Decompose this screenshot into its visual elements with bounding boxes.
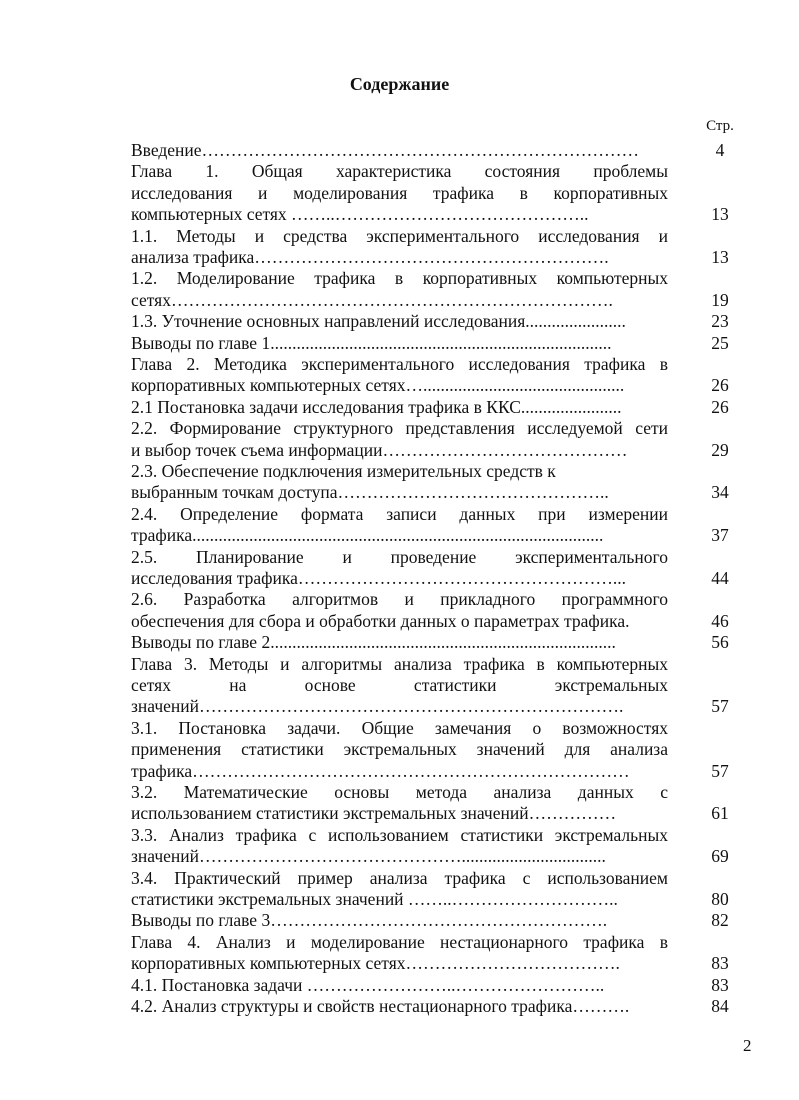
toc-entry-text: 1.2. Моделирование трафика в корпоративных компьютерных bbox=[131, 268, 668, 289]
toc-entry-text: выбранным точкам доступа……………………………………….. bbox=[131, 482, 609, 503]
toc-entry-text: применения статистики экстремальных значений для анализа bbox=[131, 739, 668, 760]
toc-entry-page: 37 bbox=[711, 525, 729, 546]
toc-entry-text: сетях…………………………………………………………………. bbox=[131, 289, 613, 310]
toc-entry-text: 3.1. Постановка задачи. Общие замечания о возможностях bbox=[131, 717, 668, 738]
toc-entry-text: использованием статистики экстремальных значений…………… bbox=[131, 803, 617, 824]
toc-entry-text: 2.1 Постановка задачи исследования трафика в ККС....................... bbox=[131, 396, 622, 417]
toc-entry-page: 44 bbox=[711, 568, 729, 588]
toc-entry-text: трафика………………………………………………………………… bbox=[131, 760, 630, 781]
toc-entry-text: 2.4. Определение формата записи данных при измерении bbox=[131, 503, 668, 524]
toc-entry-text: статистики экстремальных значений ……..……………………….. bbox=[131, 889, 618, 909]
toc-entry-text: 1.3. Уточнение основных направлений исследования....................... bbox=[131, 311, 626, 332]
toc-entry-page: 26 bbox=[711, 375, 729, 396]
toc-entry-page: 23 bbox=[711, 311, 729, 332]
toc-entry-page: 57 bbox=[711, 696, 729, 717]
toc-entry-text: исследования и моделирования трафика в корпоративных bbox=[131, 182, 668, 203]
toc-entry-page: 13 bbox=[711, 247, 729, 267]
toc-entry-text: Выводы по главе 3…………………………………………………. bbox=[131, 910, 608, 931]
toc-entry-text: Глава 2. Методика экспериментального исследования трафика в bbox=[131, 354, 668, 374]
toc-entry-text: корпоративных компьютерных сетях………………………………. bbox=[131, 953, 620, 974]
toc-entry-page: 46 bbox=[711, 610, 729, 631]
page-number: 2 bbox=[743, 1036, 752, 1055]
toc-entry-text: 1.1. Методы и средства экспериментального исследования и bbox=[131, 225, 668, 246]
toc-entry-text: 3.3. Анализ трафика с использованием статистики экстремальных bbox=[131, 824, 668, 845]
toc-entry-text: исследования трафика………………………………………………... bbox=[131, 568, 626, 588]
toc-entry-page: 80 bbox=[711, 889, 729, 909]
toc-entry-page: 4 bbox=[715, 140, 725, 160]
toc-entry-page: 34 bbox=[711, 482, 729, 503]
toc-entry-page: 19 bbox=[711, 289, 729, 310]
page-title: Содержание bbox=[349, 74, 450, 94]
toc-entry-page: 83 bbox=[711, 953, 729, 974]
toc-entry-text: 3.2. Математические основы метода анализа данных с bbox=[131, 782, 668, 802]
toc-entry-page: 83 bbox=[711, 974, 729, 995]
toc-entry-text: 2.3. Обеспечение подключения измерительных средств к bbox=[131, 461, 556, 481]
toc-entry-page: 84 bbox=[711, 996, 729, 1016]
toc-entry-text: значений………………………………………………………………. bbox=[131, 696, 624, 717]
toc-entry-text: и выбор точек съема информации…………………………………… bbox=[131, 439, 628, 460]
toc-entry-text: Глава 3. Методы и алгоритмы анализа трафика в компьютерных bbox=[131, 653, 668, 674]
toc-entry-text: 4.1. Постановка задачи ……………………..…………………….. bbox=[131, 974, 605, 995]
toc-entry-text: 2.5. Планирование и проведение экспериментального bbox=[131, 546, 668, 567]
toc-entry-text: компьютерных сетях ……..…………………………………….. bbox=[131, 204, 589, 225]
toc-entry-text: корпоративных компьютерных сетях….............................................. bbox=[131, 375, 625, 396]
toc-entry-text: 3.4. Практический пример анализа трафика с использованием bbox=[131, 867, 668, 888]
toc-entry-text: Выводы по главе 1.............................................................................. bbox=[131, 332, 612, 353]
toc-entry-text: 2.6. Разработка алгоритмов и прикладного программного bbox=[131, 589, 668, 610]
toc-entry-page: 56 bbox=[711, 632, 729, 653]
toc-entry-page: 13 bbox=[711, 204, 729, 225]
toc-entry-page: 57 bbox=[711, 760, 729, 781]
toc-entry-page: 82 bbox=[711, 910, 729, 931]
toc-entry-text: Введение………………………………………………………………… bbox=[131, 140, 640, 160]
toc-entry-page: 26 bbox=[711, 396, 729, 417]
toc-entry-text: 4.2. Анализ структуры и свойств нестационарного трафика………. bbox=[131, 996, 630, 1016]
toc-entry-page: 61 bbox=[711, 803, 729, 824]
toc-entry-text: Выводы по главе 2............................................................................... bbox=[131, 632, 616, 653]
toc-entry-text: Глава 1. Общая характеристика состояния проблемы bbox=[131, 161, 668, 182]
toc-entry-text: 2.2. Формирование структурного представления исследуемой сети bbox=[131, 418, 668, 439]
toc-entry-text: сетях на основе статистики экстремальных bbox=[131, 675, 668, 695]
toc-entry-text: Глава 4. Анализ и моделирование нестационарного трафика в bbox=[131, 931, 668, 952]
page-column-header: Стр. bbox=[706, 118, 734, 134]
toc-entry-page: 69 bbox=[711, 846, 729, 867]
toc-entry-text: значений………………………………………................................. bbox=[131, 846, 606, 867]
toc-entry-text: анализа трафика……………………………………………………. bbox=[131, 247, 609, 267]
toc-entry-text: обеспечения для сбора и обработки данных о параметрах трафика. bbox=[131, 610, 630, 631]
toc-entry-page: 25 bbox=[711, 332, 729, 353]
toc-entry-text: трафика.............................................................................................. bbox=[131, 525, 604, 546]
toc-entry-page: 29 bbox=[711, 439, 729, 460]
